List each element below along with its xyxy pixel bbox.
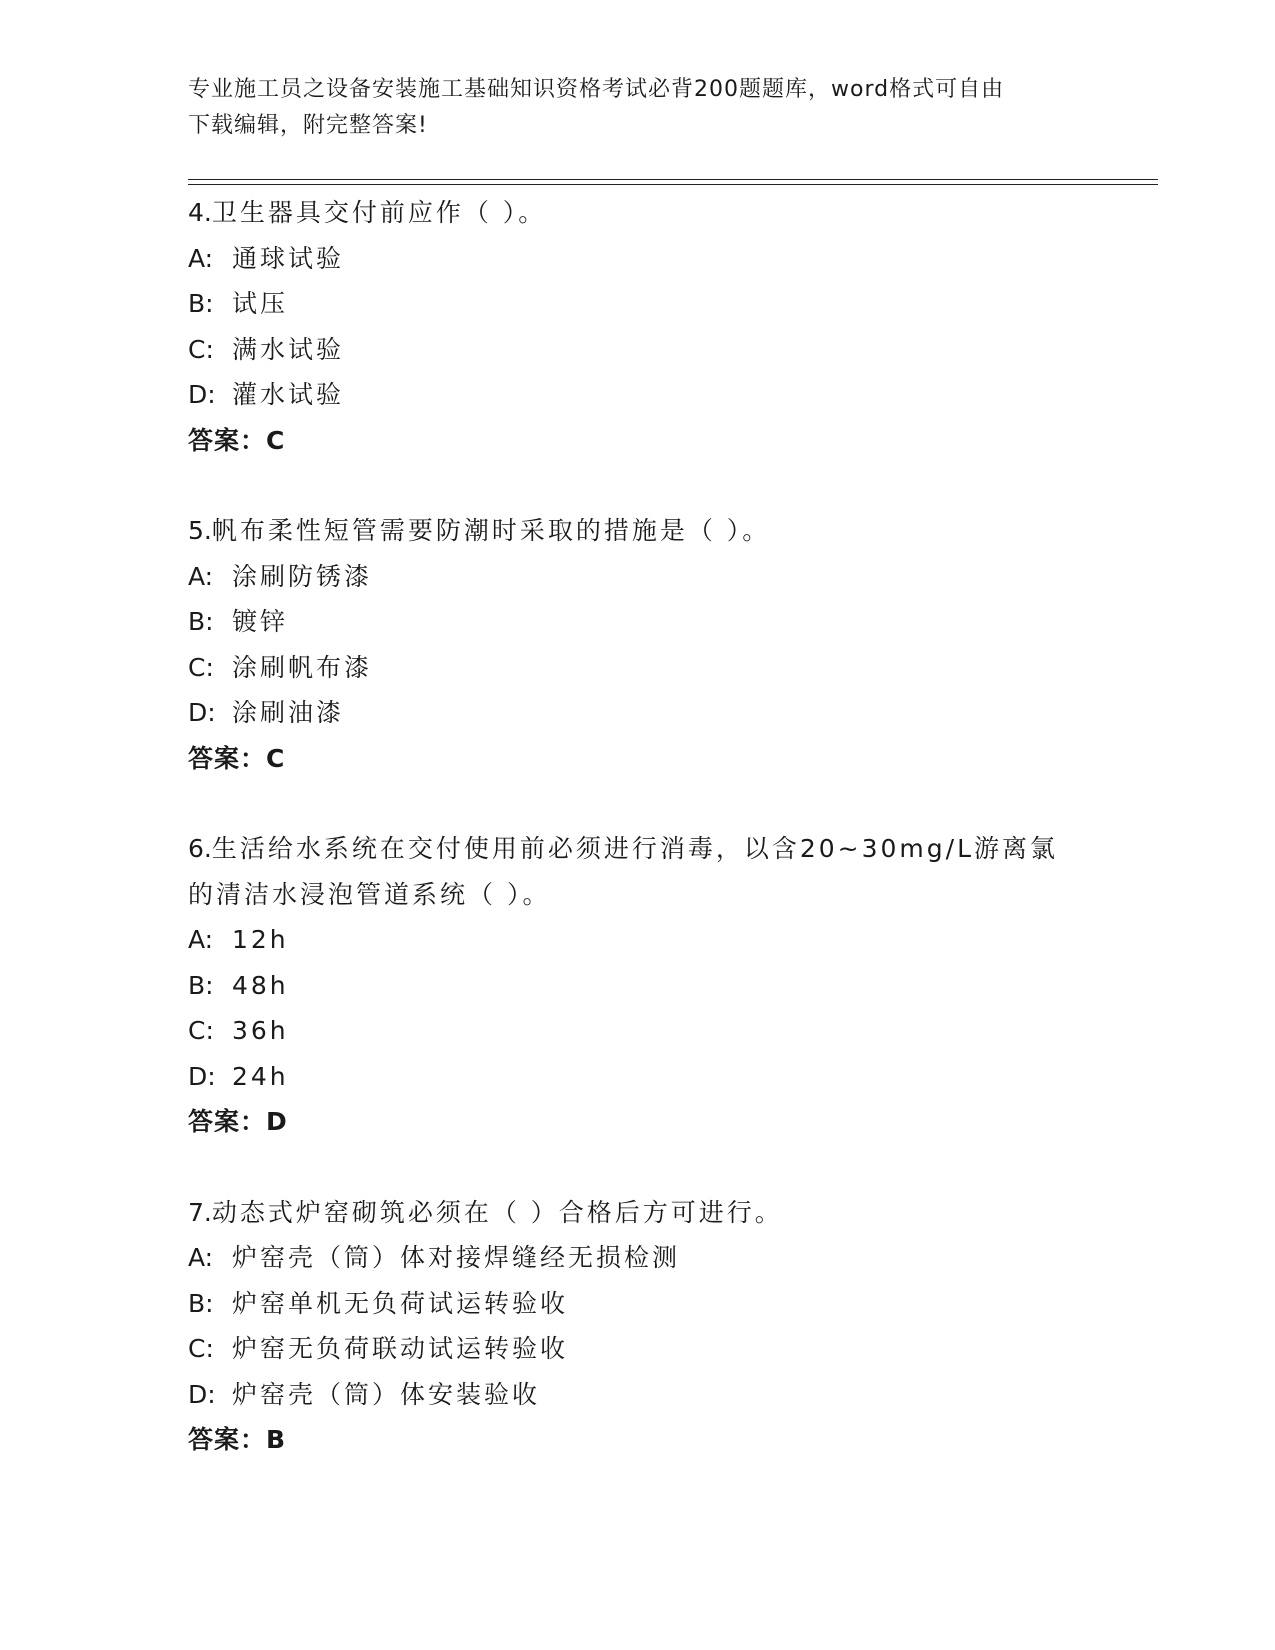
option-text: 炉窑壳（筒）体安装验收 [232, 1379, 541, 1409]
option-letter: B: [188, 1288, 214, 1318]
option-text: 炉窑壳（筒）体对接焊缝经无损检测 [232, 1243, 681, 1272]
option-text: 涂刷防锈漆 [232, 561, 373, 591]
option-a [188, 917, 1088, 963]
question-5 [188, 508, 1088, 781]
question-list [188, 190, 1088, 1508]
option-text: 涂刷油漆 [232, 698, 345, 727]
option-b [188, 963, 1088, 1009]
question-7 [188, 1190, 1088, 1463]
option-d [188, 1372, 1088, 1418]
option-letter: A: [188, 925, 214, 954]
header-divider-bottom [188, 184, 1158, 185]
option-text: 通球试验 [232, 243, 345, 273]
option-letter: D: [188, 380, 216, 409]
option-letter: B: [188, 289, 214, 318]
header-divider-top [188, 179, 1158, 180]
option-letter: D: [188, 698, 216, 727]
answer: 答案：C [188, 425, 286, 455]
question-stem [188, 190, 1088, 236]
option-letter: C: [188, 334, 214, 364]
answer: 答案：C [188, 743, 286, 773]
option-a [188, 236, 1088, 282]
option-text: 试压 [232, 289, 289, 318]
question-text: 帆布柔性短管需要防潮时采取的措施是（ ）。 [211, 516, 771, 545]
question-text: 卫生器具交付前应作（ ）。 [211, 198, 547, 227]
document-header [188, 72, 1068, 144]
question-text: 动态式炉窑砌筑必须在（ ）合格后方可进行。 [211, 1197, 783, 1227]
question-number: 7. [188, 1197, 212, 1227]
option-letter: B: [188, 607, 214, 636]
question-stem [188, 508, 1088, 554]
answer: 答案：B [188, 1425, 287, 1454]
option-text: 灌水试验 [232, 380, 345, 409]
option-text: 48h [232, 970, 289, 1000]
option-c [188, 645, 1088, 691]
option-text: 涂刷帆布漆 [232, 652, 373, 682]
option-text: 12h [232, 925, 289, 954]
option-text: 炉窑无负荷联动试运转验收 [232, 1334, 569, 1363]
option-d [188, 690, 1088, 736]
question-6 [188, 826, 1088, 1145]
answer: 答案：D [188, 1107, 288, 1136]
question-stem-continuation: 的清洁水浸泡管道系统（ ）。 [188, 879, 551, 909]
question-text: 生活给水系统在交付使用前必须进行消毒，以含20~30mg/L游离氯 [211, 834, 1059, 863]
option-letter: A: [188, 1243, 214, 1272]
option-d [188, 372, 1088, 418]
header-line-1: 专业施工员之设备安装施工基础知识资格考试必背200题题库，word格式可自由 [188, 77, 1005, 102]
option-letter: D: [188, 1061, 216, 1091]
option-letter: C: [188, 652, 214, 682]
option-b [188, 281, 1088, 327]
question-number: 5. [188, 516, 212, 545]
question-stem [188, 1190, 1088, 1236]
header-line-2: 下载编辑，附完整答案! [188, 113, 428, 138]
option-a [188, 554, 1088, 600]
option-text: 24h [232, 1061, 289, 1091]
option-d [188, 1054, 1088, 1100]
option-text: 36h [232, 1016, 289, 1045]
option-c [188, 1008, 1088, 1054]
question-number: 4. [188, 198, 212, 227]
option-text: 镀锌 [232, 607, 289, 636]
option-a [188, 1235, 1088, 1281]
option-c [188, 1326, 1088, 1372]
option-b [188, 1281, 1088, 1327]
option-letter: D: [188, 1379, 216, 1409]
option-letter: C: [188, 1334, 214, 1363]
option-letter: A: [188, 561, 214, 591]
question-stem [188, 826, 1088, 872]
option-c [188, 327, 1088, 373]
option-text: 满水试验 [232, 334, 345, 364]
option-letter: C: [188, 1016, 214, 1045]
option-letter: A: [188, 243, 214, 273]
option-letter: B: [188, 970, 214, 1000]
option-b [188, 599, 1088, 645]
question-4 [188, 190, 1088, 463]
question-number: 6. [188, 834, 212, 863]
option-text: 炉窑单机无负荷试运转验收 [232, 1288, 569, 1318]
